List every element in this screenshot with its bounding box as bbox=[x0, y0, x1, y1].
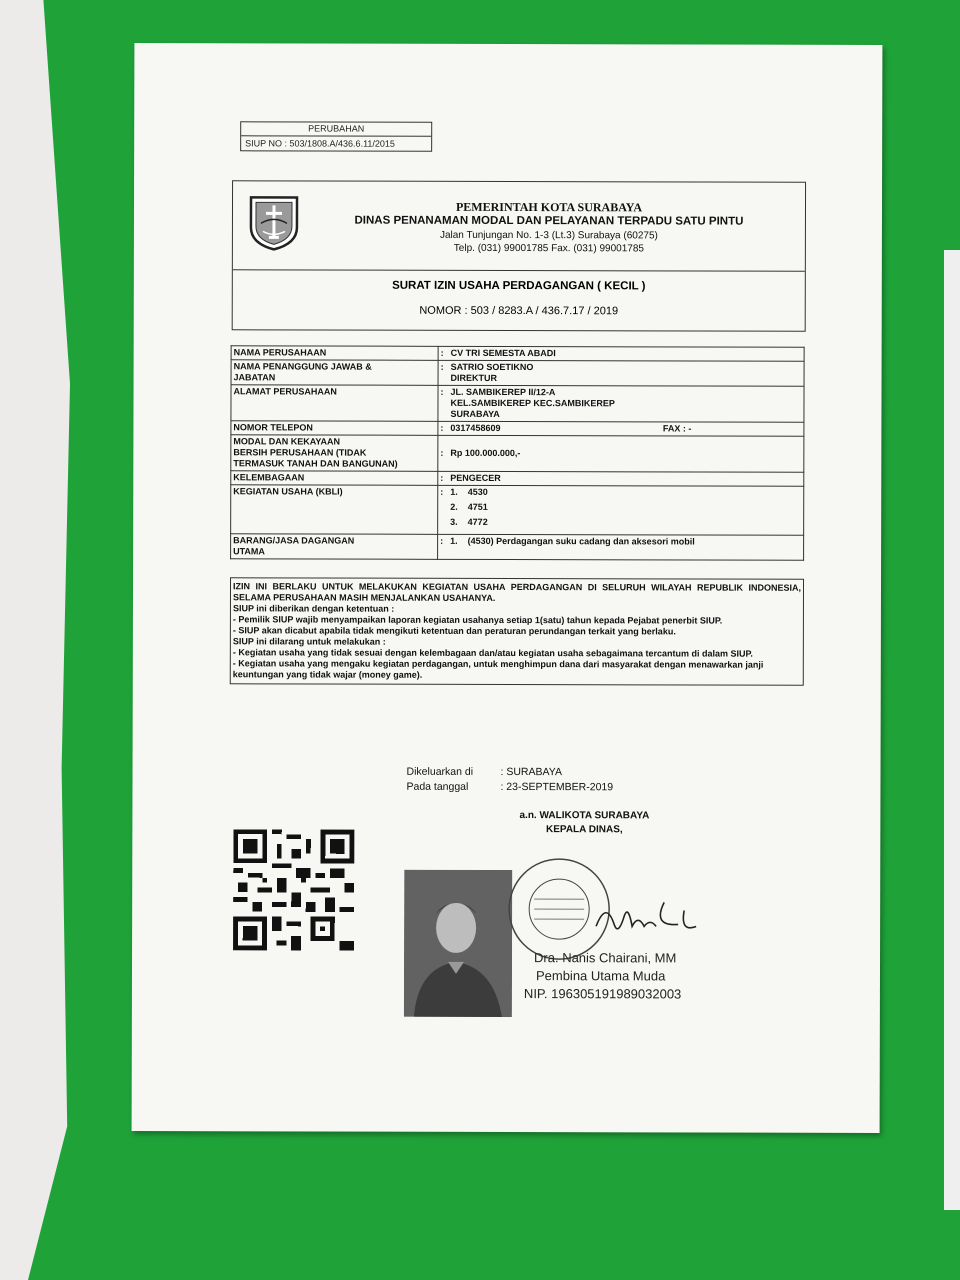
field-label: ALAMAT PERUSAHAAN bbox=[231, 385, 438, 422]
capital-value: Rp 100.000.000,- bbox=[450, 447, 521, 459]
siup-number-old: SIUP NO : 503/1808.A/436.6.11/2015 bbox=[245, 138, 395, 149]
header-top bbox=[233, 181, 805, 271]
table-row: NOMOR TELEPON : 0317458609 FAX : - bbox=[231, 421, 804, 437]
table-row: NAMA PERUSAHAAN : CV TRI SEMESTA ABADI bbox=[231, 346, 804, 362]
issued-place-value: : SURABAYA bbox=[500, 765, 563, 779]
main-goods: 1. (4530) Perdagangan suku cadang dan aksesori mobil bbox=[450, 535, 695, 547]
issued-date-value: : 23-SEPTEMBER-2019 bbox=[500, 780, 614, 794]
perubahan-label: PERUBAHAN bbox=[241, 122, 431, 136]
field-label: JABATAN bbox=[233, 372, 276, 383]
address-line-3: SURABAYA bbox=[450, 408, 500, 419]
document-number: NOMOR : 503 / 8283.A / 436.7.17 / 2019 bbox=[419, 304, 619, 318]
field-label: KEGIATAN USAHA (KBLI) bbox=[231, 485, 438, 535]
institution-type: PENGECER bbox=[450, 472, 501, 483]
terms-paragraph: - Pemilik SIUP wajib menyampaikan laporan kegiatan usahanya setiap 1(satu) tahun kepada Pejabat penerbit SIUP. bbox=[232, 614, 723, 626]
address-line-1: JL. SAMBIKEREP II/12-A bbox=[450, 386, 556, 398]
company-name: CV TRI SEMESTA ABADI bbox=[450, 347, 556, 359]
table-row: BARANG/JASA DAGANGAN UTAMA : 1. (4530) Perdagangan suku cadang dan aksesori mobil bbox=[231, 534, 804, 561]
qr-code-icon bbox=[233, 829, 354, 950]
terms-paragraph: - Kegiatan usaha yang mengaku kegiatan perdagangan, untuk menghimpun dana dari masyarakat dengan menawarkan janji keuntungan yang tidak wajar (money game). bbox=[232, 658, 764, 680]
fax-number: FAX : - bbox=[662, 423, 692, 434]
issued-date-label: Pada tanggal bbox=[406, 780, 469, 793]
field-label: MODAL DAN KEKAYAAN bbox=[233, 436, 341, 447]
header-government: PEMERINTAH KOTA SURABAYA bbox=[455, 199, 643, 215]
background-paper-left bbox=[0, 0, 70, 1280]
company-data-table bbox=[230, 345, 805, 561]
terms-paragraph: IZIN INI BERLAKU UNTUK MELAKUKAN KEGIATAN USAHA PERDAGANGAN DI SELURUH WILAYAH REPUBLIK INDONESIA, SELAMA PERUSAHAAN MASIH MENJALANKAN USAHANYA. bbox=[232, 581, 802, 603]
table-row: ALAMAT PERUSAHAAN : JL. SAMBIKEREP II/12-A KEL.SAMBIKEREP KEC.SAMBIKEREP SURABAYA bbox=[231, 385, 804, 422]
background-paper-right bbox=[944, 250, 960, 1210]
table-row: NAMA PENANGGUNG JAWAB & JABATAN : SATRIO SOETIKNO DIREKTUR bbox=[231, 360, 804, 387]
signatory-title-1: a.n. WALIKOTA SURABAYA bbox=[519, 810, 650, 822]
terms-paragraph: SIUP ini dilarang untuk melakukan : bbox=[232, 636, 386, 647]
address-line-2: KEL.SAMBIKEREP KEC.SAMBIKEREP bbox=[450, 397, 615, 409]
field-label: UTAMA bbox=[233, 546, 265, 557]
header-address: Jalan Tunjungan No. 1-3 (Lt.3) Surabaya (60275) bbox=[439, 229, 658, 242]
field-label: NOMOR TELEPON bbox=[231, 421, 438, 436]
field-label: NAMA PERUSAHAAN bbox=[231, 346, 438, 361]
perubahan-box bbox=[240, 121, 432, 152]
position: DIREKTUR bbox=[450, 372, 498, 383]
owner-photo bbox=[404, 870, 512, 1017]
kbli-item: 2. 4751 bbox=[450, 501, 488, 512]
phone-number: 0317458609 bbox=[450, 422, 501, 433]
official-rank: Pembina Utama Muda bbox=[535, 968, 666, 984]
header-phone: Telp. (031) 99001785 Fax. (031) 99001785 bbox=[453, 242, 644, 255]
table-row: KEGIATAN USAHA (KBLI) : 1. 4530 2. 4751 3. 4772 bbox=[231, 485, 804, 535]
document-header bbox=[232, 180, 806, 332]
field-label: BERSIH PERUSAHAAN (TIDAK bbox=[233, 447, 367, 458]
field-label: BARANG/JASA DAGANGAN bbox=[233, 535, 355, 546]
official-name: Dra. Nanis Chairani, MM bbox=[534, 950, 677, 966]
issued-date bbox=[406, 781, 613, 794]
issued-place-label: Dikeluarkan di bbox=[406, 765, 474, 778]
table-row: MODAL DAN KEKAYAAN BERSIH PERUSAHAAN (TIDAK TERMASUK TANAH DAN BANGUNAN) : Rp 100.000.000,- bbox=[231, 435, 804, 473]
header-agency: DINAS PENANAMAN MODAL DAN PELAYANAN TERPADU SATU PINTU bbox=[354, 214, 744, 228]
document-title: SURAT IZIN USAHA PERDAGANGAN ( KECIL ) bbox=[392, 279, 646, 293]
signatory-title-2: KEPALA DINAS, bbox=[546, 824, 623, 836]
terms-paragraph: - SIUP akan dicabut apabila tidak mengikuti ketentuan dan peraturan perundangan terkait yang berlaku. bbox=[232, 625, 676, 637]
field-label: NAMA PENANGGUNG JAWAB & bbox=[233, 361, 372, 372]
license-terms bbox=[230, 577, 804, 686]
field-label: TERMASUK TANAH DAN BANGUNAN) bbox=[233, 458, 398, 469]
kbli-item: 3. 4772 bbox=[450, 516, 488, 527]
table-row: KELEMBAGAAN : PENGECER bbox=[231, 471, 804, 487]
responsible-person: SATRIO SOETIKNO bbox=[450, 361, 534, 373]
kbli-item: 1. 4530 bbox=[450, 486, 488, 497]
terms-paragraph: - Kegiatan usaha yang tidak sesuai dengan kelembagaan dan/atau kegiatan usaha sebagaimana tercantum di dalam SIUP. bbox=[232, 647, 753, 659]
siup-document bbox=[132, 43, 883, 1133]
terms-paragraph: SIUP ini diberikan dengan ketentuan : bbox=[232, 603, 395, 614]
signature bbox=[592, 896, 702, 940]
field-label: KELEMBAGAAN bbox=[231, 471, 438, 486]
issued-place bbox=[407, 766, 562, 778]
official-nip: NIP. 196305191989032003 bbox=[523, 986, 682, 1002]
